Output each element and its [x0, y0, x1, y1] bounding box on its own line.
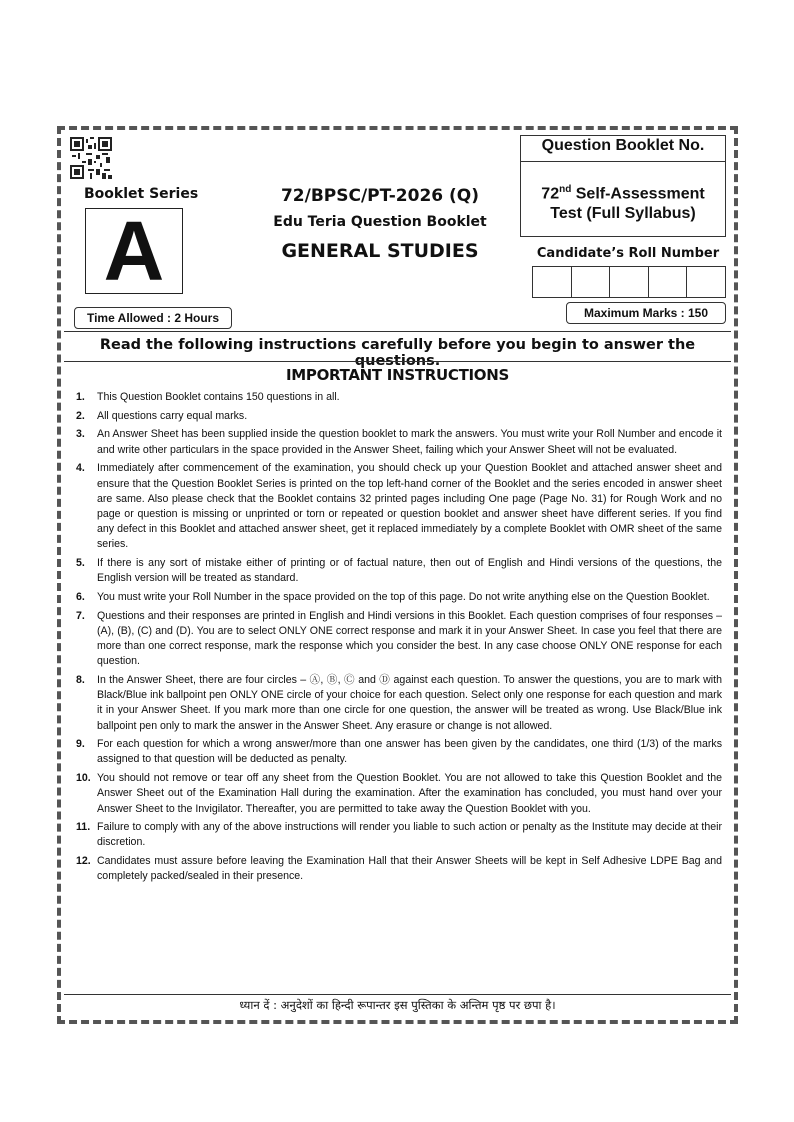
booklet-subtitle: Edu Teria Question Booklet — [273, 214, 487, 230]
exam-code: 72/BPSC/PT-2026 (Q) — [280, 186, 480, 206]
item-number: 8. — [76, 673, 85, 686]
item-number: 7. — [76, 609, 85, 622]
booklet-series-letter: A — [85, 208, 183, 294]
item-number: 4. — [76, 462, 85, 475]
item-number: 1. — [76, 391, 85, 403]
list-item — [76, 737, 722, 767]
item-number: 11. — [76, 821, 91, 834]
list-item — [76, 556, 722, 586]
booklet-series-label: Booklet Series — [84, 186, 199, 202]
instruction-list — [76, 390, 722, 888]
roll-number-label: Candidate’s Roll Number — [536, 246, 720, 261]
subject-title: GENERAL STUDIES — [281, 240, 479, 262]
item-number: 3. — [76, 428, 85, 441]
qr-code-icon — [70, 137, 112, 179]
item-text: For each question for which a wrong answer/more than one answer has been given by the candidates, one third (1/3) of the marks assigned to that question will be deducted as penalty. — [97, 738, 722, 766]
important-instructions-heading: IMPORTANT INSTRUCTIONS — [285, 366, 510, 384]
item-text: Failure to comply with any of the above instructions will render you liable to such action or penalty as the Institute may decide at their discretion. — [97, 821, 722, 849]
roll-number-digit-box[interactable] — [687, 267, 725, 297]
roll-number-digit-box[interactable] — [610, 267, 649, 297]
test-title-line2: Test (Full Syllabus) — [550, 205, 696, 223]
roll-number-digit-box[interactable] — [649, 267, 688, 297]
roll-number-digit-box[interactable] — [572, 267, 611, 297]
item-number: 2. — [76, 409, 85, 422]
item-number: 5. — [76, 557, 85, 570]
item-text: This Question Booklet contains 150 questions in all. — [97, 391, 340, 403]
roll-number-boxes[interactable] — [532, 266, 726, 298]
test-number: 72 — [541, 185, 560, 203]
test-title-line1: Self-Assessment — [571, 185, 705, 203]
list-item — [76, 409, 722, 424]
item-text: Immediately after commencement of the examination, you should check up your Question Booklet and attached answer sheet and ensure that the Question Booklet Series is printed on the top left-hand corner of the Booklet and the series encoded in answer sheet are same. Also please check that the Booklet contains 32 printed pages including One page (Page No. 31) for Rough Work and no page or question is missing or unprinted or torn or repeated or question booklet and answer sheet have different series. If you find any defect in this Booklet and attached answer sheet, get it replaced immediately by a complete Booklet with OMR sheet of the same series. — [97, 462, 722, 551]
list-item — [76, 609, 722, 670]
list-item — [76, 771, 722, 817]
hindi-footer-note: ध्यान दें : अनुदेशों का हिन्दी रूपान्तर इस पुस्तिका के अन्तिम पृष्ठ पर छपा है। — [239, 998, 556, 1012]
read-instructions-note: Read the following instructions carefully before you begin to answer the questions. — [99, 337, 696, 369]
time-allowed-badge: Time Allowed : 2 Hours — [74, 307, 232, 329]
list-item — [76, 461, 722, 552]
item-text: An Answer Sheet has been supplied inside the question booklet to mark the answers. You must write your Roll Number and encode it and write other particulars in the space provided in the Answer Sheet, failing which your Answer Sheet will not be evaluated. — [97, 428, 722, 456]
test-title — [520, 180, 726, 224]
item-text: You should not remove or tear off any sheet from the Question Booklet. You are not allowed to take this Question Booklet and the Answer Sheet out of the Examination Hall during the examination. After the examination has concluded, you must hand over your Answer Sheet to the Invigilator. Thereafter, you are permitted to take away the Question Booklet with you. — [97, 772, 722, 815]
item-text: All questions carry equal marks. — [97, 409, 248, 422]
divider — [64, 361, 731, 362]
question-booklet-number-label: Question Booklet No. — [541, 137, 705, 154]
item-text: Candidates must assure before leaving the Examination Hall that their Answer Sheets will be kept in Self Adhesive LDPE Bag and completely packed/sealed in their presence. — [97, 855, 722, 883]
list-item — [76, 590, 722, 605]
item-text: If there is any sort of mistake either of printing or of factual nature, then out of English and Hindi versions of the questions, the English version will be treated as standard. — [97, 557, 722, 585]
divider — [64, 994, 731, 995]
item-text: Questions and their responses are printed in English and Hindi versions in this Booklet. Each question comprises of four responses – (A), (B), (C) and (D). You are to select ONLY ONE correct response and mark it in your Answer Sheet. In case you feel that there are more than one correct response, mark the response which you consider the best. In any case choose ONLY ONE response for each question. — [97, 609, 722, 668]
divider — [64, 331, 731, 332]
list-item — [76, 673, 722, 734]
list-item — [76, 390, 722, 405]
list-item — [76, 820, 722, 850]
item-text: You must write your Roll Number in the space provided on the top of this page. Do not write anything else on the Question Booklet. — [97, 590, 710, 603]
item-number: 12. — [76, 855, 91, 868]
list-item — [76, 854, 722, 884]
divider — [520, 161, 726, 162]
item-number: 9. — [76, 738, 85, 751]
test-number-suffix: nd — [559, 184, 572, 195]
list-item — [76, 427, 722, 457]
maximum-marks-badge: Maximum Marks : 150 — [566, 302, 726, 324]
item-number: 6. — [76, 590, 85, 603]
roll-number-digit-box[interactable] — [533, 267, 572, 297]
item-number: 10. — [76, 772, 91, 785]
item-text: In the Answer Sheet, there are four circles – Ⓐ, Ⓑ, Ⓒ and Ⓓ against each question. To answer the questions, you are to mark with Black/Blue ink ballpoint pen ONLY ONE circle of your choice for each question. Select only one response for each question and mark it in your Answer Sheet. If you mark more than one circle for one question, the answer will be treated as wrong. Use Black/Blue ink ballpoint pen only to mark the answer in the Answer Sheet. Any erasure or change is not allowed. — [97, 673, 722, 732]
